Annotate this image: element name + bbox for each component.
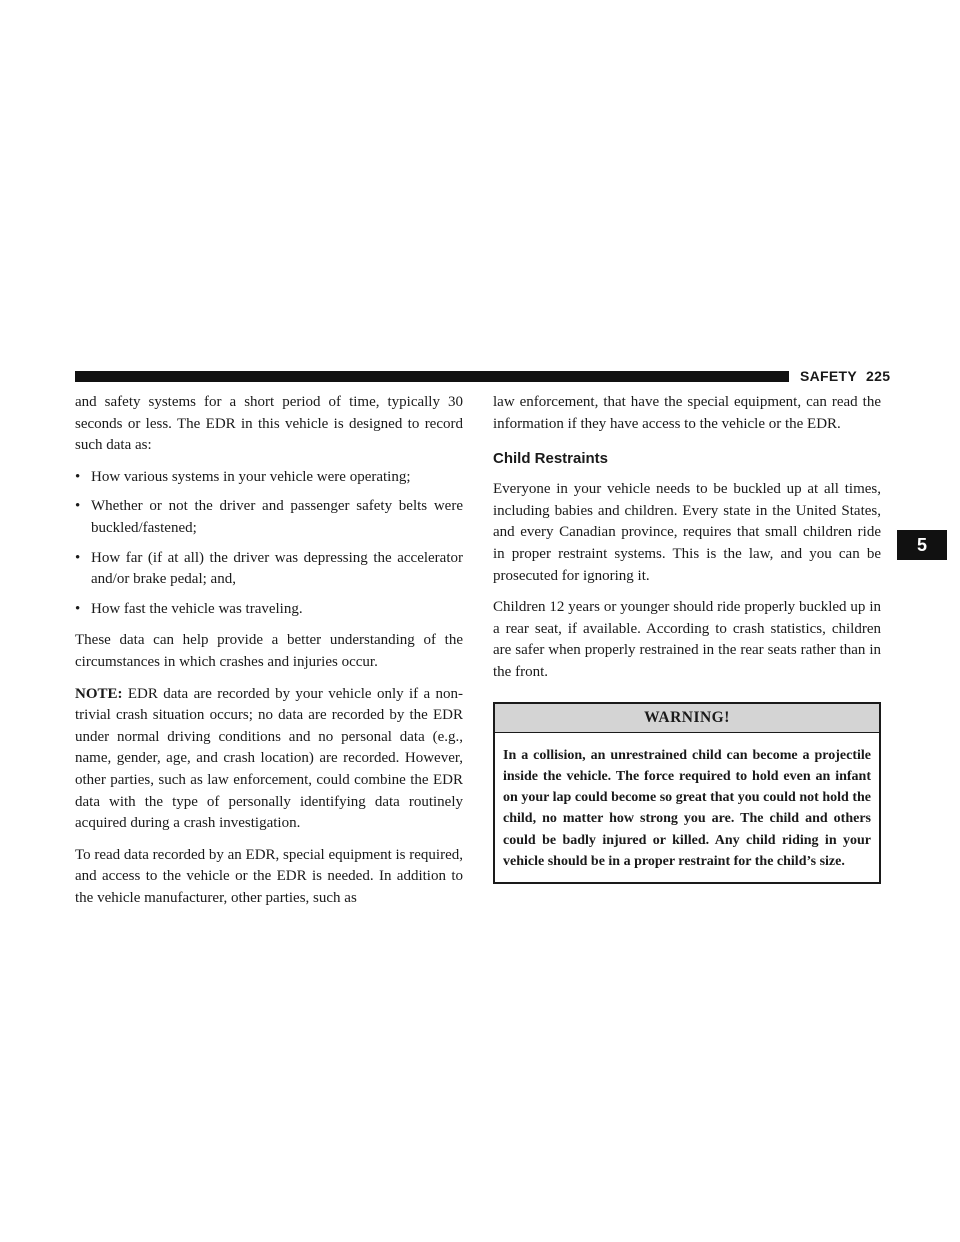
bullet-icon: • <box>75 468 81 485</box>
list-item-text: How various systems in your vehicle were operating; <box>91 468 411 485</box>
warning-title: WARNING! <box>495 704 879 733</box>
note-label: NOTE: <box>75 685 123 702</box>
running-header <box>800 366 940 386</box>
warning-box <box>493 702 881 885</box>
list-item <box>75 496 463 539</box>
left-column <box>75 392 463 919</box>
children-paragraph: Children 12 years or younger should ride properly buckled up in a rear seat, if available. According to crash statistics, children are safer when properly restrained in the rear seats rather than in the front. <box>493 599 881 680</box>
continuation-paragraph: law enforcement, that have the special equipment, can read the information if they have access to the vehicle or the EDR. <box>493 394 881 432</box>
section-heading: Child Restraints <box>493 450 609 468</box>
list-item-text: How far (if at all) the driver was depressing the accelerator and/or brake pedal; and, <box>91 549 463 588</box>
right-column <box>493 392 881 884</box>
edr-data-list <box>75 467 463 621</box>
note-paragraph <box>75 684 463 835</box>
header-section-title: SAFETY <box>800 368 858 384</box>
intro-paragraph: and safety systems for a short period of time, typically 30 seconds or less. The EDR in this vehicle is designed to record such data as: <box>75 394 463 454</box>
header-rule <box>75 371 789 382</box>
chapter-tab: 5 <box>897 530 947 560</box>
bullet-icon: • <box>75 600 81 617</box>
list-item <box>75 548 463 591</box>
read-data-paragraph: To read data recorded by an EDR, special equipment is required, and access to the vehicle or the EDR is needed. In addition to the vehicle manufacturer, other parties, such as <box>75 846 463 906</box>
understanding-paragraph: These data can help provide a better understanding of the circumstances in which crashes and injuries occur. <box>75 632 463 670</box>
warning-body: In a collision, an unrestrained child can become a projectile inside the vehicle. The force required to hold even an infant on your lap could become so great that you could not hold the child, no matter how strong you are. The child and others could be badly injured or killed. Any child riding in your vehicle should be in a proper restraint for the child’s size. <box>503 747 871 870</box>
bullet-icon: • <box>75 498 81 515</box>
list-item-text: How fast the vehicle was traveling. <box>91 600 303 617</box>
list-item <box>75 599 463 621</box>
bullet-icon: • <box>75 549 81 566</box>
note-text: EDR data are recorded by your vehicle only if a non-trivial crash situation occurs; no data are recorded by the EDR under normal driving conditions and no personal data (e.g., name, gender, age, and crash location) are recorded. However, other parties, such as law enforcement, could combine the EDR data with the type of personally identifying data routinely acquired during a crash investigation. <box>75 685 463 832</box>
page-number: 225 <box>866 368 891 384</box>
list-item-text: Whether or not the driver and passenger safety belts were buckled/fastened; <box>91 498 463 536</box>
buckled-paragraph: Everyone in your vehicle needs to be buckled up at all times, including babies and children. Every state in the United States, and every Canadian province, requires that small children ride in proper restraint systems. This is the law, and you can be prosecuted for ignoring it. <box>493 481 881 584</box>
list-item <box>75 467 463 489</box>
